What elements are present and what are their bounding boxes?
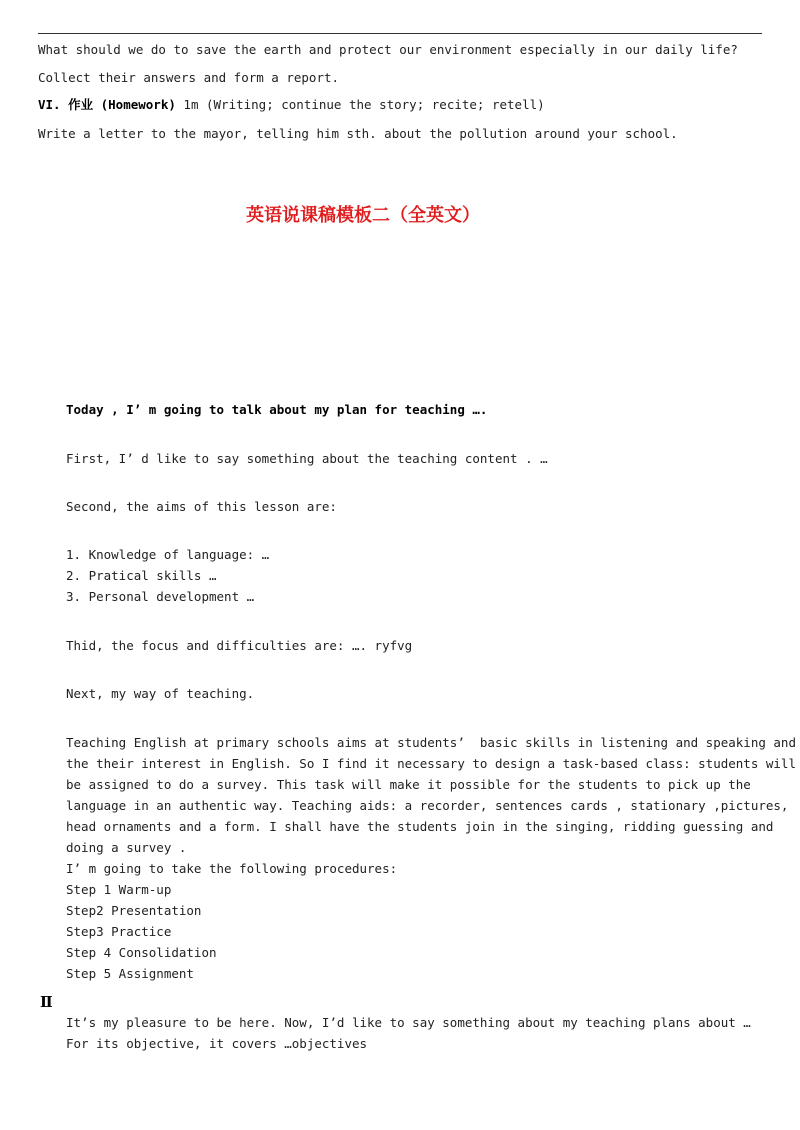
section-numeral: Ⅱ bbox=[40, 993, 53, 1011]
page-title: 英语说课稿模板二（全英文） bbox=[246, 205, 480, 226]
procedures-intro: I’ m going to take the following procedures: bbox=[66, 861, 398, 876]
homework-line bbox=[38, 97, 545, 113]
step-item: Step 5 Assignment bbox=[66, 966, 194, 981]
paragraph-line: be assigned to do a survey. This task will make it possible for the students to pick up the bbox=[66, 777, 751, 792]
third-line: Thid, the focus and difficulties are: …. ryfvg bbox=[66, 638, 413, 653]
section2-line: For its objective, it covers …objectives bbox=[66, 1036, 368, 1051]
step-item: Step 1 Warm-up bbox=[66, 882, 172, 897]
aim-item: 1. Knowledge of language: … bbox=[66, 547, 270, 562]
letter-line: Write a letter to the mayor, telling him sth. about the pollution around your school. bbox=[38, 126, 678, 141]
top-rule bbox=[38, 33, 762, 34]
aim-item: 2. Pratical skills … bbox=[66, 568, 217, 583]
paragraph-line: Teaching English at primary schools aims at students’ basic skills in listening and speaking and bbox=[66, 735, 796, 750]
paragraph-line: language in an authentic way. Teaching aids: a recorder, sentences cards , stationary ,pictures, bbox=[66, 798, 789, 813]
step-item: Step2 Presentation bbox=[66, 903, 202, 918]
homework-detail: 1m (Writing; continue the story; recite; retell) bbox=[175, 97, 545, 112]
homework-heading: VI. 作业 (Homework) bbox=[38, 97, 176, 112]
aim-item: 3. Personal development … bbox=[66, 589, 255, 604]
collect-line: Collect their answers and form a report. bbox=[38, 70, 340, 85]
paragraph-line: doing a survey . bbox=[66, 840, 187, 855]
question-line: What should we do to save the earth and protect our environment especially in our daily life? bbox=[38, 42, 738, 57]
step-item: Step 4 Consolidation bbox=[66, 945, 217, 960]
second-line: Second, the aims of this lesson are: bbox=[66, 499, 337, 514]
step-item: Step3 Practice bbox=[66, 924, 172, 939]
intro-line: Today , I’ m going to talk about my plan for teaching …. bbox=[66, 402, 488, 417]
paragraph-line: the their interest in English. So I find it necessary to design a task-based class: students will bbox=[66, 756, 796, 771]
next-line: Next, my way of teaching. bbox=[66, 686, 255, 701]
first-line: First, I’ d like to say something about the teaching content . … bbox=[66, 451, 548, 466]
paragraph-line: head ornaments and a form. I shall have the students join in the singing, ridding guessing and bbox=[66, 819, 774, 834]
section2-line: It’s my pleasure to be here. Now, I’d like to say something about my teaching plans about … bbox=[66, 1015, 751, 1030]
